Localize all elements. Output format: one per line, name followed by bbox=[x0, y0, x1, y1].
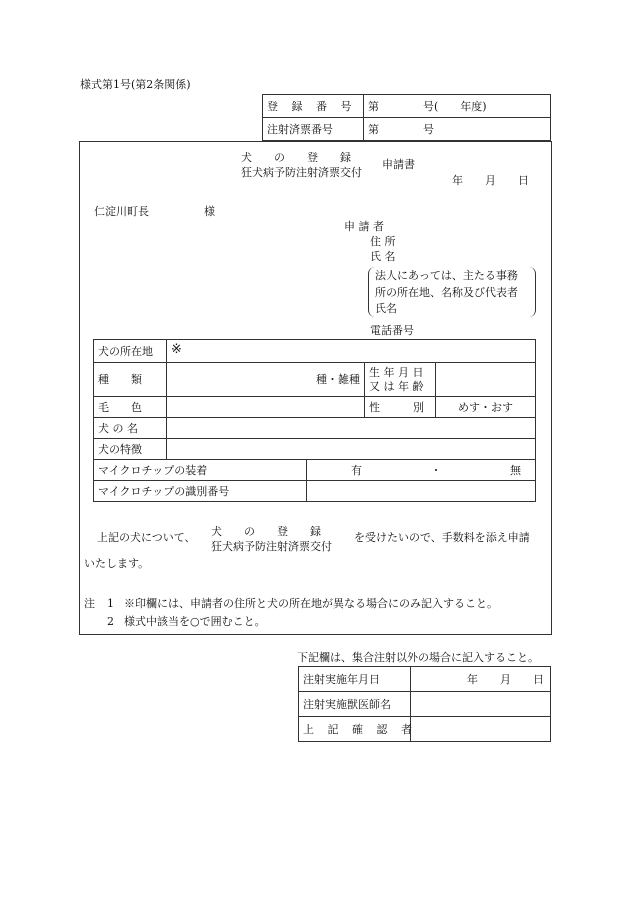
title-option-registration: 犬 の 登 録 bbox=[241, 151, 351, 164]
injection-record-table bbox=[298, 666, 551, 742]
note2-number: 2 bbox=[107, 615, 114, 628]
dog-name-field[interactable] bbox=[167, 418, 536, 439]
breed-label: 種 類 bbox=[94, 363, 167, 397]
sex-field[interactable]: めす・おす bbox=[436, 397, 536, 418]
registration-number-label: 登 録 番 号 bbox=[263, 95, 364, 118]
note2-text: 様式中該当を○で囲むこと。 bbox=[124, 615, 266, 628]
applicant-address-label[interactable]: 住 所 bbox=[370, 235, 396, 248]
corporate-note-line1: 法人にあっては、主たる事務 bbox=[375, 269, 518, 282]
microchip-no[interactable]: 無 bbox=[510, 463, 521, 477]
veterinarian-name-label: 注射実施獣医師名 bbox=[299, 692, 411, 717]
note1-text: ※印欄には、申請者の住所と犬の所在地が異なる場合にのみ記入すること。 bbox=[124, 597, 498, 610]
microchip-separator: ・ bbox=[430, 463, 442, 477]
birth-label-line2: 又 は 年 齢 bbox=[369, 379, 424, 393]
dog-features-field[interactable] bbox=[167, 439, 536, 460]
dog-name-label: 犬 の 名 bbox=[94, 418, 167, 439]
tag-number-field[interactable]: 第 号 bbox=[364, 118, 551, 141]
request-option-registration: 犬 の 登 録 bbox=[211, 525, 321, 538]
dog-location-label: 犬の所在地 bbox=[94, 340, 167, 363]
corporate-note-line3: 氏名 bbox=[375, 302, 397, 315]
microchip-id-label: マイクロチップの識別番号 bbox=[94, 481, 307, 502]
note1-number: 1 bbox=[107, 597, 114, 610]
microchip-field[interactable] bbox=[307, 460, 536, 481]
breed-field[interactable] bbox=[167, 363, 365, 397]
injection-date-label: 注射実施年月日 bbox=[299, 667, 411, 692]
addressee: 仁淀川町長 様 bbox=[94, 205, 215, 218]
applicant-name-label[interactable]: 氏 名 bbox=[370, 250, 396, 263]
notes-label: 注 bbox=[84, 597, 95, 610]
registration-number-table bbox=[262, 94, 551, 141]
bottom-instruction: 下記欄は、集合注射以外の場合に記入すること。 bbox=[297, 651, 539, 664]
form-number: 様式第1号(第2条関係) bbox=[80, 78, 191, 91]
application-date[interactable]: 年 月 日 bbox=[452, 174, 529, 187]
request-prefix: 上記の犬について、 bbox=[97, 531, 196, 544]
coat-color-label: 毛 色 bbox=[94, 397, 167, 418]
registration-number-field[interactable]: 第 号( 年度) bbox=[364, 95, 551, 118]
request-line2: いたします。 bbox=[84, 557, 150, 570]
asterisk-mark: ※ bbox=[171, 342, 182, 357]
applicant-heading: 申 請 者 bbox=[344, 220, 384, 233]
dog-location-field[interactable] bbox=[167, 340, 536, 363]
title-option-tag: 狂犬病予防注射済票交付 bbox=[241, 166, 362, 179]
confirmer-label: 上 記 確 認 者 bbox=[299, 717, 411, 742]
birth-label bbox=[365, 363, 436, 397]
microchip-id-field[interactable] bbox=[307, 481, 536, 502]
confirmer-field[interactable] bbox=[411, 717, 551, 742]
breed-suffix: 種・雑種 bbox=[316, 373, 360, 386]
microchip-label: マイクロチップの装着 bbox=[94, 460, 307, 481]
birth-label-line1: 生 年 月 日 bbox=[369, 365, 424, 379]
microchip-yes[interactable]: 有 bbox=[351, 463, 362, 477]
request-suffix: を受けたいので、手数料を添え申請 bbox=[354, 531, 530, 544]
request-option-tag: 狂犬病予防注射済票交付 bbox=[211, 540, 332, 553]
sex-label: 性 別 bbox=[365, 397, 436, 418]
birth-field[interactable] bbox=[436, 363, 536, 397]
injection-date-field[interactable]: 年 月 日 bbox=[411, 667, 551, 692]
dog-features-label: 犬の特徴 bbox=[94, 439, 167, 460]
tag-number-label: 注射済票番号 bbox=[263, 118, 364, 141]
phone-number-label[interactable]: 電話番号 bbox=[370, 324, 414, 337]
veterinarian-name-field[interactable] bbox=[411, 692, 551, 717]
coat-color-field[interactable] bbox=[167, 397, 365, 418]
corporate-note-line2: 所の所在地、名称及び代表者 bbox=[375, 286, 518, 299]
dog-info-table bbox=[93, 339, 536, 502]
title-suffix: 申請書 bbox=[382, 158, 415, 171]
